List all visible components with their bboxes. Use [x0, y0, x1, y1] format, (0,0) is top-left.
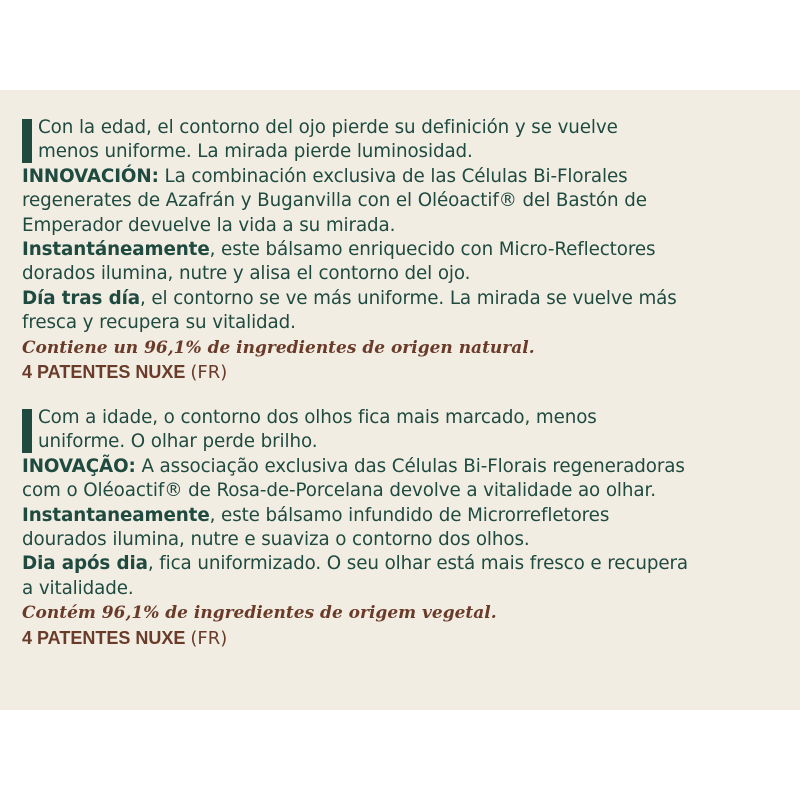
- pt-innovation: [22, 455, 790, 504]
- es-innovation: [22, 165, 790, 238]
- pt-instant-label: Instantaneamente: [22, 504, 210, 526]
- pt-patents: [22, 626, 790, 651]
- es-innovation-label: INNOVACIÓN:: [22, 165, 159, 187]
- es-daily: [22, 287, 790, 336]
- es-natural-note: Contiene un 96,1% de ingredientes de origen natural.: [22, 337, 535, 358]
- pt-innovation-label: INOVAÇÃO:: [22, 455, 136, 477]
- es-country: (FR): [190, 361, 228, 383]
- pt-daily-label: Dia após dia: [22, 553, 148, 575]
- es-patents: [22, 360, 790, 385]
- spanish-text-block: [22, 116, 790, 385]
- es-innovation-line3: Emperador devuelve la vida a su mirada.: [22, 214, 396, 236]
- es-instant-line1: , este bálsamo enriquecido con Micro-Reflectores: [209, 238, 656, 260]
- es-instant-label: Instantáneamente: [22, 238, 210, 260]
- es-intro-line2: menos uniforme. La mirada pierde luminosidad.: [38, 141, 473, 163]
- es-intro: [22, 116, 790, 165]
- pt-natural-note: Contém 96,1% de ingredientes de origem vegetal.: [22, 603, 497, 624]
- es-innovation-line2: regenerates de Azafrán y Buganvilla con el Oléoactif® del Bastón de: [22, 190, 647, 212]
- pt-intro-line1: Com a idade, o contorno dos olhos fica mais marcado, menos: [38, 407, 597, 428]
- pt-innovation-line2: com o Oléoactif® de Rosa-de-Porcelana devolve a vitalidade ao olhar.: [22, 480, 656, 502]
- es-instant: [22, 238, 790, 287]
- pt-daily: [22, 552, 790, 601]
- pt-instant: [22, 504, 790, 553]
- pt-innovation-line1: A associação exclusiva das Células Bi-Florais regeneradoras: [135, 455, 685, 477]
- pt-intro-line2: uniforme. O olhar perde brilho.: [38, 431, 318, 453]
- es-daily-line1: , el contorno se ve más uniforme. La mirada se vuelve más: [139, 287, 677, 309]
- pt-patents-text: 4 PATENTES NUXE: [22, 627, 186, 648]
- pt-country: (FR): [190, 627, 228, 649]
- es-instant-line2: dorados ilumina, nutre y alisa el contorno del ojo.: [22, 263, 471, 285]
- pt-daily-line2: a vitalidade.: [22, 577, 134, 599]
- portuguese-text-block: [22, 406, 790, 651]
- es-innovation-line1: La combinación exclusiva de las Células Bi-Florales: [158, 165, 628, 187]
- label-panel: [0, 90, 800, 710]
- pt-instant-line2: dourados ilumina, nutre e suaviza o contorno dos olhos.: [22, 528, 530, 550]
- section-marker-bar: [22, 119, 32, 163]
- es-patents-text: 4 PATENTES NUXE: [22, 361, 186, 382]
- es-daily-line2: fresca y recupera su vitalidad.: [22, 312, 296, 334]
- es-daily-label: Día tras día: [22, 287, 140, 309]
- pt-intro: [22, 406, 790, 455]
- es-intro-line1: Con la edad, el contorno del ojo pierde su definición y se vuelve: [38, 117, 618, 138]
- pt-daily-line1: , fica uniformizado. O seu olhar está mais fresco e recupera: [147, 553, 689, 575]
- section-marker-bar: [22, 409, 32, 453]
- pt-instant-line1: , este bálsamo infundido de Microrrefletores: [209, 504, 610, 526]
